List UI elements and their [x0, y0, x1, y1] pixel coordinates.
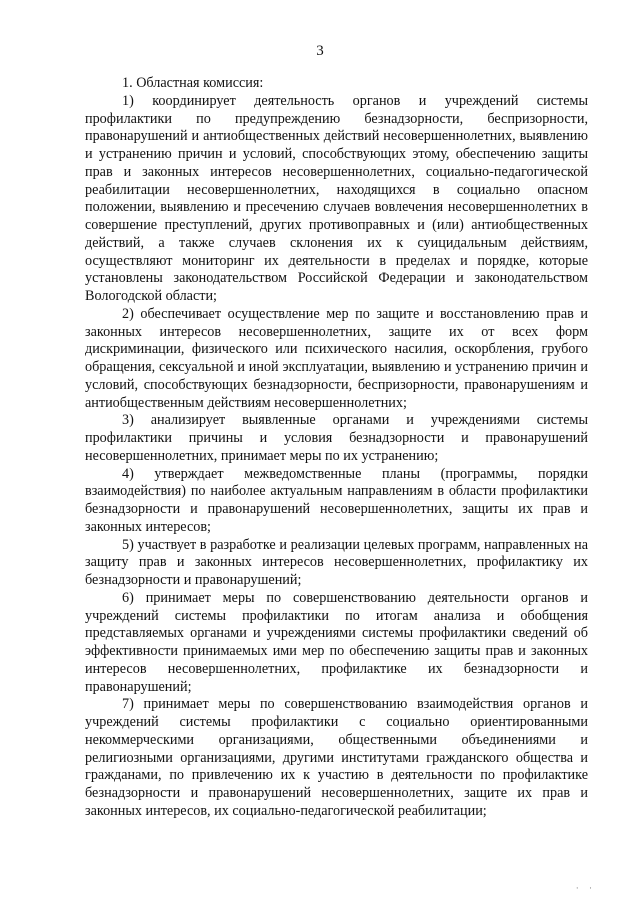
document-body	[85, 75, 588, 821]
item-number: 2)	[122, 305, 134, 322]
item-number: 1)	[122, 92, 134, 109]
item-number: 3)	[122, 412, 134, 429]
item-number: 4)	[122, 465, 134, 482]
item-text: участвует в разработке и реализации целевых программ, направленных на защиту прав и законных интересов несовершеннолетних, профилактику их безнадзорности и правонарушений;	[85, 536, 588, 588]
section-heading: 1. Областная комиссия:	[122, 75, 264, 91]
list-item-7	[85, 696, 588, 820]
item-text: принимает меры по совершенствованию деятельности органов и учреждений системы профилактики по итогам анализа и обобщения представляемых органами и учреждениями системы профилактики сведений об эффективности принимаемых ими мер по обеспечению защиты прав и законных интересов несовершеннолетних, профилактике их безнадзорности и правонарушений;	[85, 589, 589, 695]
list-item-6	[85, 590, 588, 697]
list-item-1	[85, 93, 588, 306]
scan-artifact-mark: · ·	[575, 883, 596, 893]
list-item-5	[85, 537, 588, 590]
item-text: принимает меры по совершенствованию взаимодействия органов и учреждений системы профилактики с социально ориентированными некоммерческими организациями, общественными объединениями и религиозными организациями, другими институтами гражданского общества и гражданами, по привлечению их к участию в деятельности по профилактике безнадзорности и правонарушений несовершеннолетних, защите их прав и законных интересов, их социально-педагогической реабилитации;	[85, 696, 588, 819]
item-text: утверждает межведомственные планы (программы, порядки взаимодействия) по наиболее актуальным направлениям в области профилактики безнадзорности и правонарушений несовершеннолетних, защиты их прав и законных интересов;	[85, 465, 589, 535]
page-number: 3	[316, 43, 324, 59]
item-text: анализирует выявленные органами и учреждениями системы профилактики причины и условия безнадзорности и правонарушений несовершеннолетних, принимает меры по их устранению;	[85, 412, 588, 464]
list-item-2	[85, 306, 588, 413]
item-number: 5)	[122, 536, 134, 553]
item-text: обеспечивает осуществление мер по защите и восстановлению прав и законных интересов несовершеннолетних, защите их от всех форм дискриминации, физического или психического насилия, оскорбления, грубого обращения, сексуальной и иной эксплуатации, выявлению и устранению причин и условий, способствующих безнадзорности, беспризорности, правонарушениям и антиобщественным действиям несовершеннолетних;	[85, 305, 588, 411]
list-item-3	[85, 412, 588, 465]
item-number: 7)	[122, 696, 134, 713]
item-text: координирует деятельность органов и учреждений системы профилактики по предупреждению безнадзорности, беспризорности, правонарушений и антиобщественных действий несовершеннолетних, выявлению и устранению причин и условий, способствующих этому, обеспечению защиты прав и законных интересов несовершеннолетних, социально-педагогической реабилитации несовершеннолетних, находящихся в социально опасном положении, выявлению и пресечению случаев вовлечения несовершеннолетних в совершение преступлений, других противоправных и (или) антиобщественных действий, а также случаев склонения их к суицидальным действиям, осуществляют мониторинг их деятельности в пределах и порядке, которые установлены законодательством Российской Федерации и законодательством Вологодской области;	[85, 92, 589, 304]
list-item-4	[85, 466, 588, 537]
item-number: 6)	[122, 589, 134, 606]
